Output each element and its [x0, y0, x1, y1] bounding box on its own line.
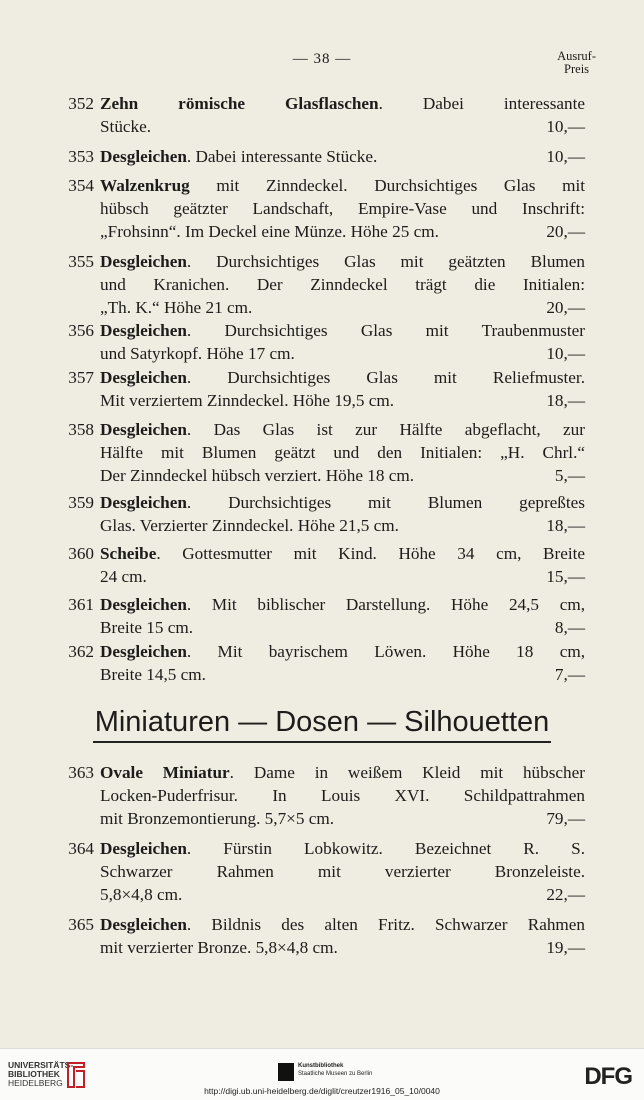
entry-price: 7,—	[554, 665, 585, 684]
entry-number: 362	[68, 642, 94, 661]
entry-description: Locken-Puderfrisur. In Louis XVI. Schildpattrahmen	[100, 786, 585, 805]
entry-title: Desgleichen	[100, 321, 187, 340]
entry-number: 357	[68, 368, 94, 387]
entry-price: 10,—	[546, 147, 585, 166]
entry-line-content	[100, 663, 206, 686]
source-url[interactable]: http://digi.ub.uni-heidelberg.de/diglit/creutzer1916_05_10/0040	[204, 1086, 440, 1096]
entry-description: Schwarzer Rahmen mit verzierter Bronzeleiste.	[100, 862, 585, 881]
entry-number: 358	[68, 420, 94, 439]
entry-description: Dame in weißem Kleid mit hübscher	[253, 763, 586, 782]
entry-line-content: Desgleichen. Das Glas ist zur Hälfte abgeflacht, zur	[100, 420, 585, 439]
entry-line	[100, 145, 585, 168]
entry-line	[100, 197, 585, 220]
entry-description: Stücke.	[100, 117, 152, 136]
entry-price: 10,—	[546, 344, 585, 363]
entry-price: 18,—	[546, 391, 585, 410]
entry-line-content: Desgleichen. Bildnis des alten Fritz. Schwarzer Rahmen	[100, 915, 586, 934]
entry-line-content: Desgleichen. Durchsichtiges Glas mit Traubenmuster	[100, 321, 585, 340]
entry-text	[100, 593, 585, 639]
entry-description: Fürstin Lobkowitz. Bezeichnet R. S.	[223, 839, 585, 858]
entry-description: „Th. K.“ Höhe 21 cm.	[100, 298, 253, 317]
price-column-title-line1: Ausruf-	[557, 49, 596, 63]
entry-number: 354	[68, 176, 94, 195]
entry-line	[100, 663, 585, 686]
catalog-entry	[60, 92, 585, 138]
entry-line-content: Desgleichen. Mit bayrischem Löwen. Höhe 18 cm,	[100, 642, 586, 661]
entry-text	[100, 761, 585, 830]
entry-line-content: Zehn römische Glasflaschen. Dabei interessante	[100, 94, 586, 113]
entry-title: Desgleichen	[100, 642, 187, 661]
entry-number: 353	[68, 147, 94, 166]
entry-description: Bildnis des alten Fritz. Schwarzer Rahmen	[211, 915, 586, 934]
entry-description: Durchsichtiges Glas mit geätzten Blumen	[216, 252, 585, 271]
catalog-entry	[60, 640, 585, 686]
entry-text	[100, 913, 585, 959]
entry-line-content	[100, 342, 295, 365]
entry-line	[100, 319, 585, 342]
entry-line-content: Desgleichen. Dabei interessante Stücke.	[100, 147, 378, 166]
entry-line-content	[100, 115, 151, 138]
entry-line	[100, 542, 585, 565]
entry-line	[100, 936, 585, 959]
price-column-header	[557, 50, 596, 76]
entry-line-content	[100, 176, 585, 195]
entry-description: Glas. Verzierter Zinndeckel. Höhe 21,5 cm.	[100, 516, 399, 535]
entry-text	[100, 145, 585, 168]
entry-line-content	[100, 786, 585, 805]
entry-price: 18,—	[546, 516, 585, 535]
footer-bar	[0, 1048, 644, 1100]
entry-text	[100, 366, 585, 412]
kunstbibliothek-logo-icon	[278, 1063, 294, 1081]
entry-number: 355	[68, 252, 94, 271]
entry-description: Durchsichtiges Glas mit Reliefmuster.	[227, 368, 585, 387]
entry-text	[100, 837, 585, 906]
entry-description: Dabei interessante	[422, 94, 586, 113]
entry-description: mit Zinndeckel. Durchsichtiges Glas mit	[216, 176, 585, 195]
entry-price: 20,—	[546, 222, 585, 241]
entry-line	[100, 784, 585, 807]
entry-price: 5,—	[554, 466, 585, 485]
entry-line-content: Scheibe. Gottesmutter mit Kind. Höhe 34 cm, Breite	[100, 544, 585, 563]
entry-description: und Satyrkopf. Höhe 17 cm.	[100, 344, 295, 363]
entry-title: Desgleichen	[100, 252, 187, 271]
dfg-logo: DFG	[584, 1063, 632, 1090]
entry-line-content: Desgleichen. Durchsichtiges mit Blumen gepreßtes	[100, 493, 585, 512]
entry-line-content	[100, 296, 252, 319]
entry-number: 364	[68, 839, 94, 858]
entry-title: Desgleichen	[100, 595, 187, 614]
entry-line-content: Ovale Miniatur. Dame in weißem Kleid mit hübscher	[100, 763, 586, 782]
entry-line	[100, 593, 585, 616]
entry-text	[100, 174, 585, 243]
catalog-entry	[60, 913, 585, 959]
catalog-entry	[60, 593, 585, 639]
entry-line	[100, 92, 585, 115]
uni-line1: UNIVERSITÄTS-	[8, 1060, 74, 1070]
entry-number: 365	[68, 915, 94, 934]
page-number: — 38 —	[292, 51, 352, 67]
price-column-title-line2: Preis	[564, 62, 590, 76]
catalog-entry	[60, 418, 585, 487]
entry-line-content: Desgleichen. Mit biblischer Darstellung. Höhe 24,5 cm,	[100, 595, 585, 614]
entry-title: Desgleichen	[100, 147, 187, 166]
catalog-entry	[60, 491, 585, 537]
section-title: Miniaturen — Dosen — Silhouetten	[93, 706, 552, 743]
entry-line	[100, 837, 585, 860]
entry-number: 360	[68, 544, 94, 563]
entry-line	[100, 883, 585, 906]
catalog-entry	[60, 319, 585, 365]
entry-line	[100, 115, 585, 138]
entry-line-content	[100, 807, 334, 830]
entry-title: Ovale Miniatur	[100, 763, 230, 782]
catalog-entry	[60, 145, 585, 168]
entry-line	[100, 860, 585, 883]
entry-title: Desgleichen	[100, 839, 187, 858]
entry-title: Zehn römische Glasflaschen	[100, 94, 379, 113]
entry-price: 15,—	[546, 567, 585, 586]
entry-description: 24 cm.	[100, 567, 147, 586]
entry-line-content	[100, 199, 585, 218]
uni-line3: HEIDELBERG	[8, 1078, 63, 1088]
entry-price: 22,—	[546, 885, 585, 904]
entry-line	[100, 640, 585, 663]
entry-line-content	[100, 220, 439, 243]
catalog-entry	[60, 542, 585, 588]
entry-line-content	[100, 389, 394, 412]
entry-line	[100, 514, 585, 537]
entry-description: Breite 14,5 cm.	[100, 665, 206, 684]
entry-price: 10,—	[546, 117, 585, 136]
entry-description: Gottesmutter mit Kind. Höhe 34 cm, Breite	[182, 544, 585, 563]
entry-text	[100, 418, 585, 487]
entry-line	[100, 761, 585, 784]
entry-line	[100, 913, 585, 936]
entry-text	[100, 92, 585, 138]
entry-text	[100, 640, 585, 686]
entry-description: mit verzierter Bronze. 5,8×4,8 cm.	[100, 938, 338, 957]
entry-line	[100, 441, 585, 464]
entry-number: 352	[68, 94, 94, 113]
kb-line2: Staatliche Museen zu Berlin	[298, 1071, 373, 1077]
entry-description: Hälfte mit Blumen geätzt und den Initialen: „H. Chrl.“	[100, 443, 585, 462]
entry-line	[100, 174, 585, 197]
kb-line1: Kunstbibliothek	[298, 1063, 344, 1069]
entry-description: Dabei interessante Stücke.	[195, 147, 378, 166]
entry-description: Mit biblischer Darstellung. Höhe 24,5 cm,	[211, 595, 585, 614]
kunstbibliothek-label	[298, 1062, 372, 1078]
entry-line	[100, 565, 585, 588]
catalog-entry	[60, 250, 585, 319]
entry-line-content	[100, 883, 182, 906]
entry-line-content	[100, 275, 585, 294]
entry-title: Desgleichen	[100, 368, 187, 387]
catalog-entry	[60, 837, 585, 906]
entry-description: „Frohsinn“. Im Deckel eine Münze. Höhe 25 cm.	[100, 222, 439, 241]
entry-description: Durchsichtiges mit Blumen gepreßtes	[228, 493, 585, 512]
entry-price: 20,—	[546, 298, 585, 317]
entry-number: 356	[68, 321, 94, 340]
entry-line-content	[100, 514, 399, 537]
entry-text	[100, 491, 585, 537]
entry-number: 363	[68, 763, 94, 782]
entry-title: Desgleichen	[100, 420, 187, 439]
entry-line	[100, 342, 585, 365]
entry-number: 361	[68, 595, 94, 614]
entry-line	[100, 366, 585, 389]
entry-description: Mit bayrischem Löwen. Höhe 18 cm,	[217, 642, 586, 661]
entry-line	[100, 418, 585, 441]
entry-line	[100, 250, 585, 273]
entry-line-content	[100, 443, 585, 462]
entry-line	[100, 389, 585, 412]
entry-line-content: Desgleichen. Fürstin Lobkowitz. Bezeichnet R. S.	[100, 839, 585, 858]
entry-text	[100, 250, 585, 319]
entry-line-content	[100, 616, 193, 639]
entry-description: hübsch geätzter Landschaft, Empire-Vase und Inschrift:	[100, 199, 585, 218]
entry-line	[100, 273, 585, 296]
entry-price: 19,—	[546, 938, 585, 957]
entry-description: Das Glas ist zur Hälfte abgeflacht, zur	[213, 420, 585, 439]
entry-text	[100, 542, 585, 588]
catalog-entry	[60, 174, 585, 243]
entry-description: Breite 15 cm.	[100, 618, 194, 637]
entry-title: Desgleichen	[100, 915, 187, 934]
entry-description: Durchsichtiges Glas mit Traubenmuster	[224, 321, 585, 340]
entry-line	[100, 296, 585, 319]
entry-price: 79,—	[546, 809, 585, 828]
entry-line	[100, 616, 585, 639]
entry-line-content: Desgleichen. Durchsichtiges Glas mit Reliefmuster.	[100, 368, 585, 387]
entry-text	[100, 319, 585, 365]
entry-line-content	[100, 862, 585, 881]
catalog-entry	[60, 366, 585, 412]
entry-line	[100, 807, 585, 830]
entry-description: Der Zinndeckel hübsch verziert. Höhe 18 cm.	[100, 466, 415, 485]
section-heading	[0, 706, 644, 743]
entry-line	[100, 220, 585, 243]
entry-line-content: Desgleichen. Durchsichtiges Glas mit geätzten Blumen	[100, 252, 585, 271]
entry-description: und Kranichen. Der Zinndeckel trägt die Initialen:	[100, 275, 585, 294]
entry-line	[100, 464, 585, 487]
entry-title: Walzenkrug	[100, 176, 190, 195]
entry-line-content	[100, 565, 147, 588]
uni-line2: BIBLIOTHEK	[8, 1069, 60, 1079]
entry-description: Mit verziertem Zinndeckel. Höhe 19,5 cm.	[100, 391, 395, 410]
entry-line-content	[100, 464, 414, 487]
entry-title: Scheibe	[100, 544, 157, 563]
entry-number: 359	[68, 493, 94, 512]
entry-description: mit Bronzemontierung. 5,7×5 cm.	[100, 809, 335, 828]
entry-price: 8,—	[554, 618, 585, 637]
entry-description: 5,8×4,8 cm.	[100, 885, 183, 904]
heidelberg-logo-icon	[64, 1059, 88, 1089]
entry-line	[100, 491, 585, 514]
entry-line-content	[100, 936, 338, 959]
entry-title: Desgleichen	[100, 493, 187, 512]
catalog-entry	[60, 761, 585, 830]
